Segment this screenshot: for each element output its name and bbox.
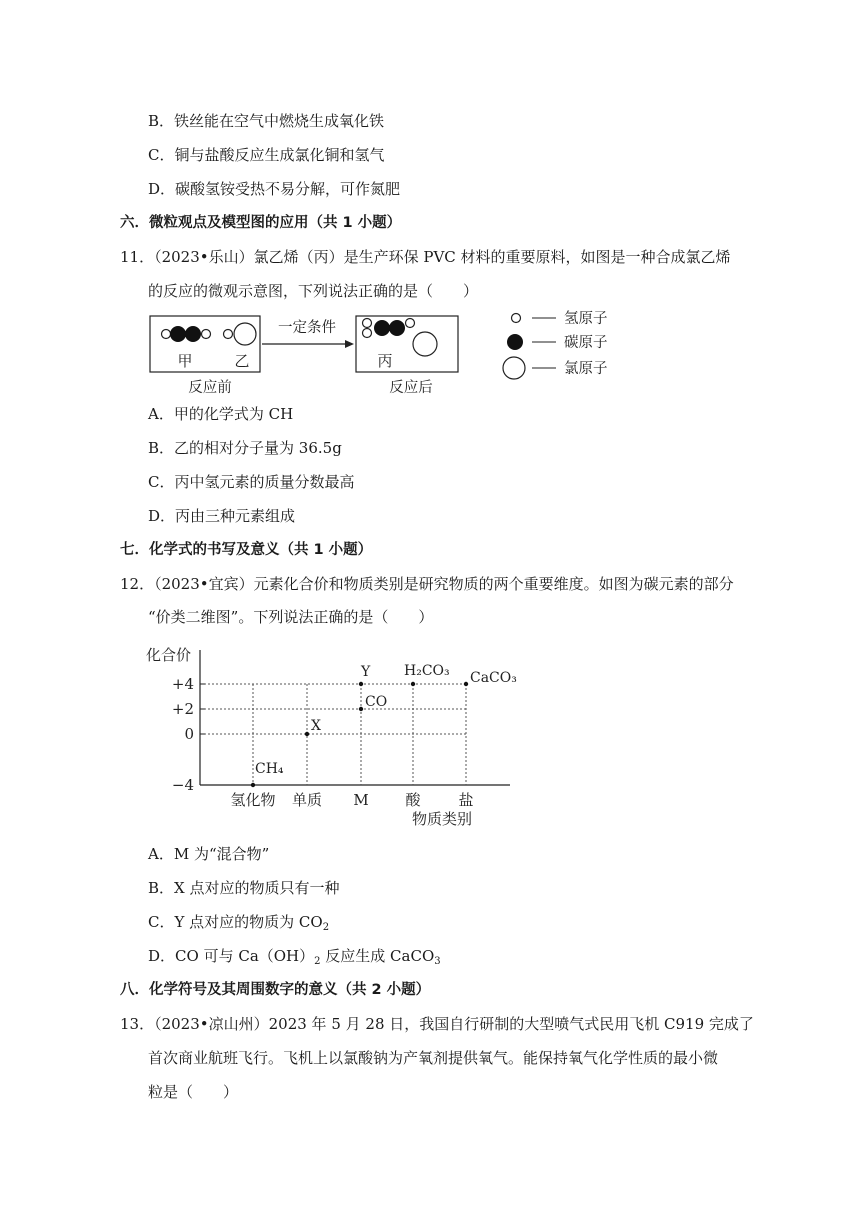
- reaction-micro-diagram: [140, 308, 620, 400]
- q10-option-b: B．铁丝能在空气中燃烧生成氧化铁: [148, 112, 385, 130]
- q12-option-c: C．Y 点对应的物质为 $CO_2$: [148, 913, 330, 933]
- reaction-arrowhead: [345, 340, 354, 348]
- data-point: [464, 682, 468, 686]
- q10-option-c: C．铜与盐酸反应生成氯化铜和氢气: [148, 146, 385, 164]
- label-jia: 甲: [177, 352, 193, 370]
- data-point-label: CO: [365, 694, 388, 710]
- q12-option-a: A．M 为“混合物”: [148, 845, 270, 863]
- q11-stem-line2: 的反应的微观示意图，下列说法正确的是（ ）: [148, 282, 479, 300]
- legend-chlorine-label: 氯原子: [564, 361, 608, 377]
- q13-stem-line3: 粒是（ ）: [148, 1083, 239, 1101]
- data-point: [359, 682, 363, 686]
- label-yi: 乙: [234, 352, 250, 370]
- data-point: [359, 707, 363, 711]
- q13-stem-line1: 13．（2023•凉山州）2023 年 5 月 28 日，我国自行研制的大型喷气式民用飞机 C919 完成了: [120, 1015, 754, 1033]
- chlorine-atom: [413, 332, 437, 356]
- q13-stem-line2: 首次商业航班飞行。飞机上以氯酸钠为产氧剂提供氧气。能保持氧气化学性质的最小微: [148, 1049, 719, 1067]
- carbon-atom: [170, 326, 186, 342]
- q11-stem-line1: 11．（2023•乐山）氯乙烯（丙）是生产环保 PVC 材料的重要原料，如图是一种合成氯乙烯: [120, 248, 731, 266]
- hydrogen-atom: [162, 330, 171, 339]
- section-heading-8: 八．化学符号及其周围数字的意义（共 2 小题）: [120, 982, 431, 998]
- before-label: 反应前: [188, 380, 232, 396]
- data-point-label: Y: [361, 664, 371, 680]
- hydrogen-atom: [363, 319, 372, 328]
- y-tick-label: +4: [171, 675, 194, 693]
- section-heading-6: 六．微粒观点及模型图的应用（共 1 小题）: [120, 215, 402, 231]
- q12-option-d: D．CO 可与 $Ca(OH)_2$ 反应生成 CaCO$_3$: [148, 947, 441, 967]
- data-point: [411, 682, 415, 686]
- x-tick-label: 单质: [291, 791, 323, 809]
- q12-option-b: B．X 点对应的物质只有一种: [148, 879, 340, 897]
- y-tick-label: +2: [171, 700, 194, 718]
- legend-chlorine-icon: [503, 357, 525, 379]
- arrow-condition-label: 一定条件: [278, 320, 336, 336]
- q10-option-d: D．碳酸氢铵受热不易分解，可作氮肥: [148, 180, 401, 198]
- hydrogen-atom: [224, 330, 233, 339]
- legend-hydrogen-label: 氢原子: [564, 311, 608, 327]
- x-tick-label: 盐: [458, 791, 474, 809]
- valence-class-chart: [140, 640, 540, 840]
- carbon-atom: [185, 326, 201, 342]
- q11-option-c: C．丙中氢元素的质量分数最高: [148, 473, 355, 491]
- data-point-label: CaCO₃: [470, 670, 517, 686]
- after-label: 反应后: [389, 380, 433, 396]
- x-tick-label: M: [353, 791, 369, 809]
- q11-option-d: D．丙由三种元素组成: [148, 507, 296, 525]
- q12-stem-line1: 12．（2023•宜宾）元素化合价和物质类别是研究物质的两个重要维度。如图为碳元素的部分: [120, 575, 734, 593]
- q11-option-b: B．乙的相对分子量为 36.5g: [148, 439, 342, 457]
- data-point-label: X: [311, 718, 321, 734]
- hydrogen-atom: [406, 319, 415, 328]
- y-axis-title: 化合价: [146, 646, 192, 664]
- legend-carbon-icon: [507, 334, 523, 350]
- data-point: [305, 732, 309, 736]
- chlorine-atom: [234, 323, 256, 345]
- hydrogen-atom: [202, 330, 211, 339]
- q12-stem-line2: “价类二维图”。下列说法正确的是（ ）: [148, 608, 434, 626]
- legend-hydrogen-icon: [512, 314, 521, 323]
- legend-carbon-label: 碳原子: [564, 335, 608, 351]
- x-tick-label: 酸: [405, 791, 421, 809]
- carbon-atom: [389, 320, 405, 336]
- hydrogen-atom: [363, 329, 372, 338]
- data-point-label: CH₄: [255, 761, 284, 777]
- y-tick-label: 0: [184, 725, 194, 743]
- data-point: [251, 783, 255, 787]
- x-axis-title: 物质类别: [411, 810, 473, 828]
- q11-option-a: A．甲的化学式为 CH: [148, 405, 294, 423]
- x-tick-label: 氢化物: [230, 791, 276, 809]
- y-tick-label: −4: [171, 776, 194, 794]
- section-heading-7: 七．化学式的书写及意义（共 1 小题）: [120, 542, 373, 558]
- data-point-label: H₂CO₃: [404, 663, 450, 679]
- label-bing: 丙: [377, 352, 393, 370]
- carbon-atom: [374, 320, 390, 336]
